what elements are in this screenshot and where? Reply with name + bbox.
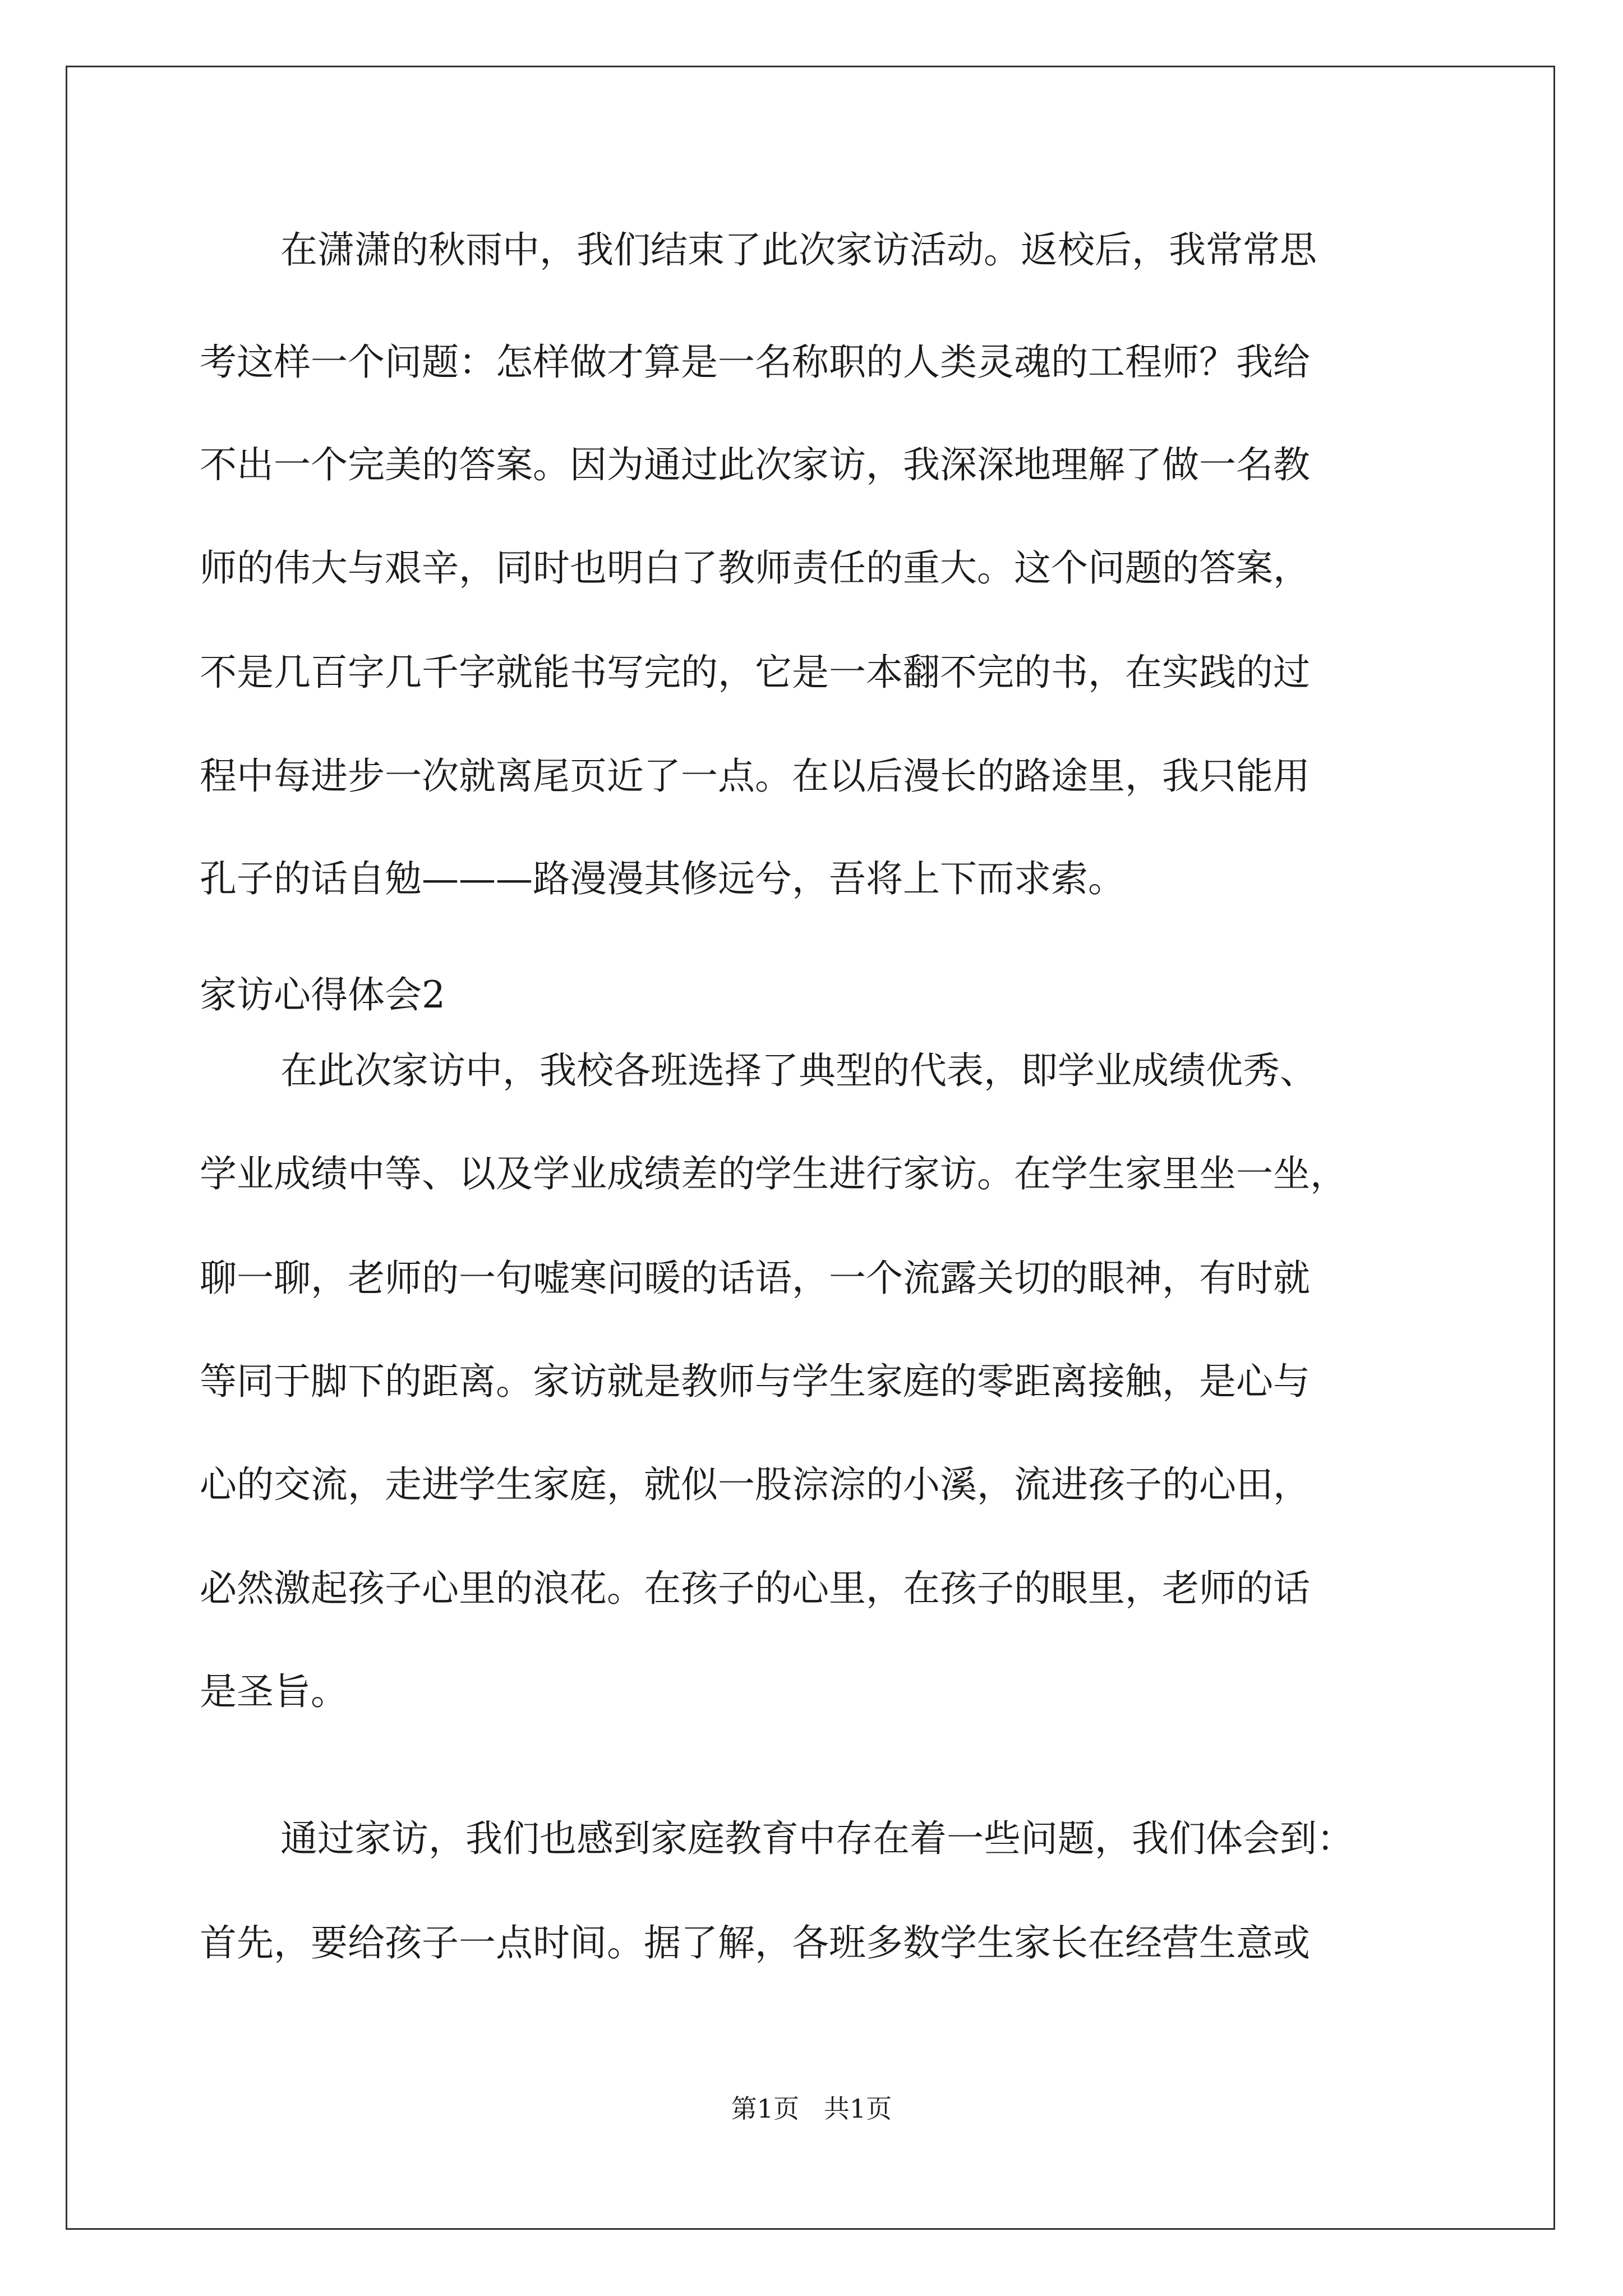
paragraph-2-line-2: 学业成绩中等、以及学业成绩差的学生进行家访。在学生家里坐一坐， (200, 1152, 1347, 1195)
paragraph-2-line-4: 等同于脚下的距离。家访就是教师与学生家庭的零距离接触，是心与 (200, 1360, 1310, 1403)
section-heading: 家访心得体会2 (200, 973, 445, 1016)
paragraph-1-line-1: 在潇潇的秋雨中，我们结束了此次家访活动。返校后，我常常思 (280, 228, 1317, 272)
paragraph-2-line-5: 心的交流，走进学生家庭，就似一股淙淙的小溪，流进孩子的心田， (200, 1463, 1310, 1506)
paragraph-1-line-6: 程中每进步一次就离尾页近了一点。在以后漫长的路途里，我只能用 (200, 754, 1310, 798)
paragraph-1-line-2: 考这样一个问题：怎样做才算是一名称职的人类灵魂的工程师？我给 (200, 341, 1310, 384)
paragraph-1-line-7: 孔子的话自勉———路漫漫其修远兮，吾将上下而求索。 (200, 857, 1125, 900)
paragraph-2-line-7: 是圣旨。 (200, 1670, 348, 1713)
paragraph-2-line-6: 必然激起孩子心里的浪花。在孩子的心里，在孩子的眼里，老师的话 (200, 1567, 1310, 1610)
paragraph-1-line-5: 不是几百字几千字就能书写完的，它是一本翻不完的书，在实践的过 (200, 651, 1310, 694)
page-border (66, 66, 1555, 2230)
paragraph-3-line-2: 首先，要给孩子一点时间。据了解，各班多数学生家长在经营生意或 (200, 1921, 1310, 1964)
paragraph-1-line-4: 师的伟大与艰辛，同时也明白了教师责任的重大。这个问题的答案， (200, 546, 1310, 590)
page-footer: 第1页 共1页 (731, 2093, 892, 2124)
paragraph-2-line-1: 在此次家访中，我校各班选择了典型的代表，即学业成绩优秀、 (280, 1049, 1317, 1092)
paragraph-3-line-1: 通过家访，我们也感到家庭教育中存在着一些问题，我们体会到： (280, 1817, 1354, 1860)
paragraph-2-line-3: 聊一聊，老师的一句嘘寒问暖的话语，一个流露关切的眼神，有时就 (200, 1257, 1310, 1300)
paragraph-1-line-3: 不出一个完美的答案。因为通过此次家访，我深深地理解了做一名教 (200, 443, 1310, 486)
